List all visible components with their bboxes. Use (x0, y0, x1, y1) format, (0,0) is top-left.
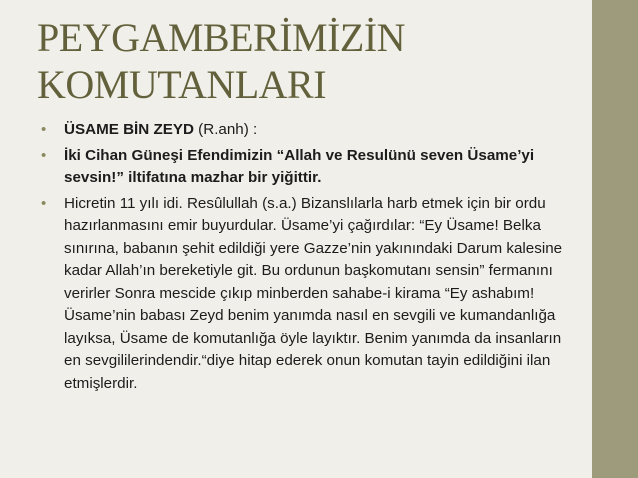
bullet-item (41, 119, 571, 142)
title-line-2: KOMUTANLARI (37, 62, 327, 107)
bullet-bold-text: İki Cihan Güneşi Efendimizin “Allah ve Resulünü seven Üsame’yi sevsin!” iltifatına mazhar bir yiğittir. (64, 146, 535, 186)
title-line-1: PEYGAMBERİMİZİN (37, 15, 406, 60)
bullet-text: Hicretin 11 yılı idi. Resûlullah (s.a.) Bizanslılarla harb etmek için bir ordu hazırlanmasını emir buyurdular. Üsame’yi çağırdılar: “Ey Üsame! Belka sınırına, babanın şehit edildiği yere Gazze’nin yakınındaki Darum kalesine kadar Allah’ın bereketiyle git. Bu ordunun başkomutanı sensin” fermanını verirler Sonra mescide çıkıp minberden sahabe-i kirama “Ey ashabım! Üsame’nin babası Zeyd benim yanımda nasıl en sevgili ve kumandanlığa layıksa, Üsame de komutanlığa öyle layıktır. Benim yanımda da insanların en sevgililerindendir.“diye hitap ederek onun komutan tayin edildiğini ilan etmişlerdir. (64, 194, 563, 392)
bullet-bold-text: ÜSAME BİN ZEYD (64, 121, 194, 138)
side-accent-bar (592, 0, 638, 478)
slide-title (37, 14, 577, 108)
bullet-dot-icon: • (41, 121, 47, 138)
bullet-item (41, 193, 571, 396)
bullet-text: (R.anh) : (193, 121, 258, 138)
bullet-item (41, 145, 571, 190)
slide-body (41, 119, 571, 398)
bullet-dot-icon: • (41, 194, 47, 212)
bullet-dot-icon: • (41, 146, 47, 164)
